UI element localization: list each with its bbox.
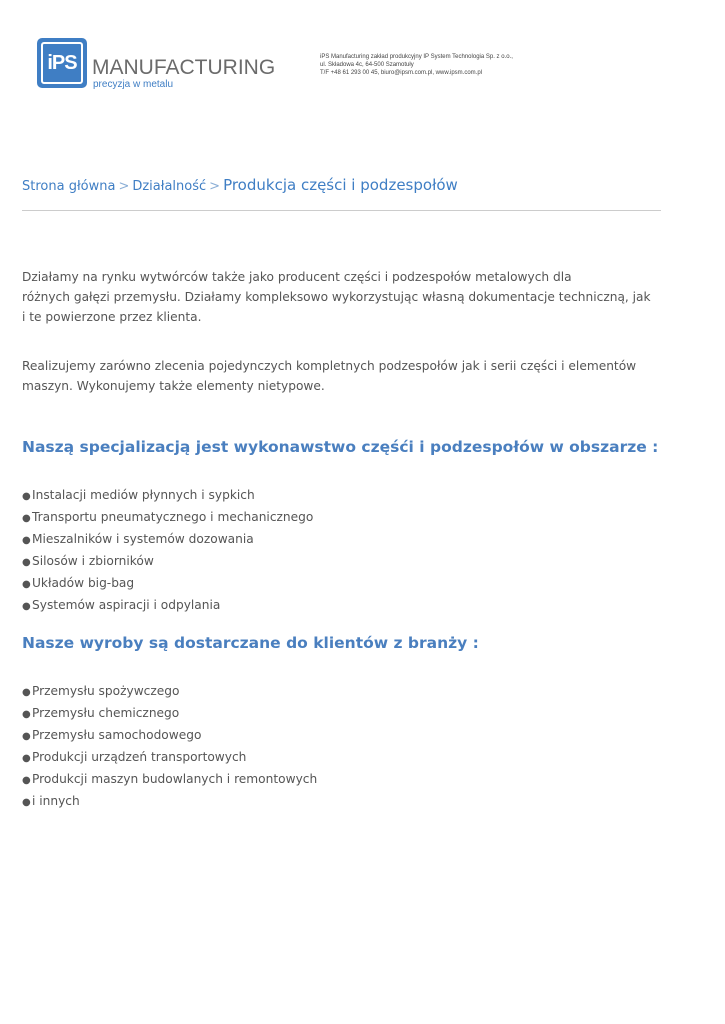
page-header [0,0,725,120]
specialization-heading: Naszą specjalizacją jest wykonawstwo częśći i podzespołów w obszarze : [22,438,659,456]
bullet-icon: ● [22,557,31,568]
company-info-line: T/F +48 61 293 00 45, biuro@ipsm.com.pl, www.ipsm.com.pl [320,70,482,76]
list-item-text: Transportu pneumatycznego i mechanicznego [32,510,314,524]
list-item-text: Produkcji maszyn budowlanych i remontowych [32,772,318,786]
specialization-list [22,485,313,617]
bullet-icon: ● [22,709,31,720]
bullet-icon: ● [22,491,31,502]
breadcrumb-home-link[interactable]: Strona główna [22,179,116,194]
breadcrumb-separator: > [118,179,130,194]
list-item [22,747,317,769]
list-item [22,791,317,813]
breadcrumb-current: Produkcja części i podzespołów [223,176,458,194]
bullet-icon: ● [22,731,31,742]
list-item [22,485,313,507]
breadcrumb-separator: > [209,179,221,194]
bullet-icon: ● [22,687,31,698]
list-item [22,595,313,617]
bullet-icon: ● [22,753,31,764]
list-item [22,681,317,703]
list-item [22,507,313,529]
company-info-line: iPS Manufacturing zakład produkcyjny IP System Technologia Sp. z o.o., [320,54,513,60]
company-info [320,53,513,77]
list-item [22,551,313,573]
paragraph-line: maszyn. Wykonujemy także elementy nietypowe. [22,379,325,393]
list-item [22,769,317,791]
list-item-text: Przemysłu samochodowego [32,728,202,742]
bullet-icon: ● [22,535,31,546]
breadcrumb [22,174,458,198]
list-item-text: Układów big-bag [32,576,135,590]
list-item [22,703,317,725]
logo-tagline: precyzja w metalu [93,79,174,90]
list-item [22,725,317,747]
company-info-line: ul. Składowa 4c, 64-500 Szamotuły [320,62,414,68]
list-item-text: Systemów aspiracji i odpylania [32,598,221,612]
paragraph-line: i te powierzone przez klienta. [22,310,202,324]
logo-icon[interactable] [37,38,87,88]
list-item-text: Instalacji mediów płynnych i sypkich [32,488,255,502]
paragraph-line: Działamy na rynku wytwórców także jako producent części i podzespołów metalowych dla [22,270,572,284]
logo-mark: iPS [41,42,83,84]
list-item [22,573,313,595]
industries-list [22,681,317,813]
list-item-text: Silosów i zbiorników [32,554,154,568]
bullet-icon: ● [22,579,31,590]
bullet-icon: ● [22,775,31,786]
industries-heading: Nasze wyroby są dostarczane do klientów z branży : [22,634,479,652]
paragraph-line: Realizujemy zarówno zlecenia pojedynczych kompletnych podzespołów jak i serii części i elementów [22,359,637,373]
breadcrumb-section-link[interactable]: Działalność [132,179,207,194]
second-paragraph [22,356,652,396]
intro-paragraph [22,267,652,327]
bullet-icon: ● [22,797,31,808]
paragraph-line: różnych gałęzi przemysłu. Działamy kompleksowo wykorzystując własną dokumentacje techniczną, jak [22,290,651,304]
bullet-icon: ● [22,601,31,612]
list-item-text: Mieszalników i systemów dozowania [32,532,254,546]
list-item-text: Przemysłu chemicznego [32,706,180,720]
bullet-icon: ● [22,513,31,524]
divider [22,210,661,211]
list-item [22,529,313,551]
list-item-text: Produkcji urządzeń transportowych [32,750,247,764]
list-item-text: i innych [32,794,80,808]
list-item-text: Przemysłu spożywczego [32,684,180,698]
logo-wordmark[interactable]: MANUFACTURING [92,56,276,79]
